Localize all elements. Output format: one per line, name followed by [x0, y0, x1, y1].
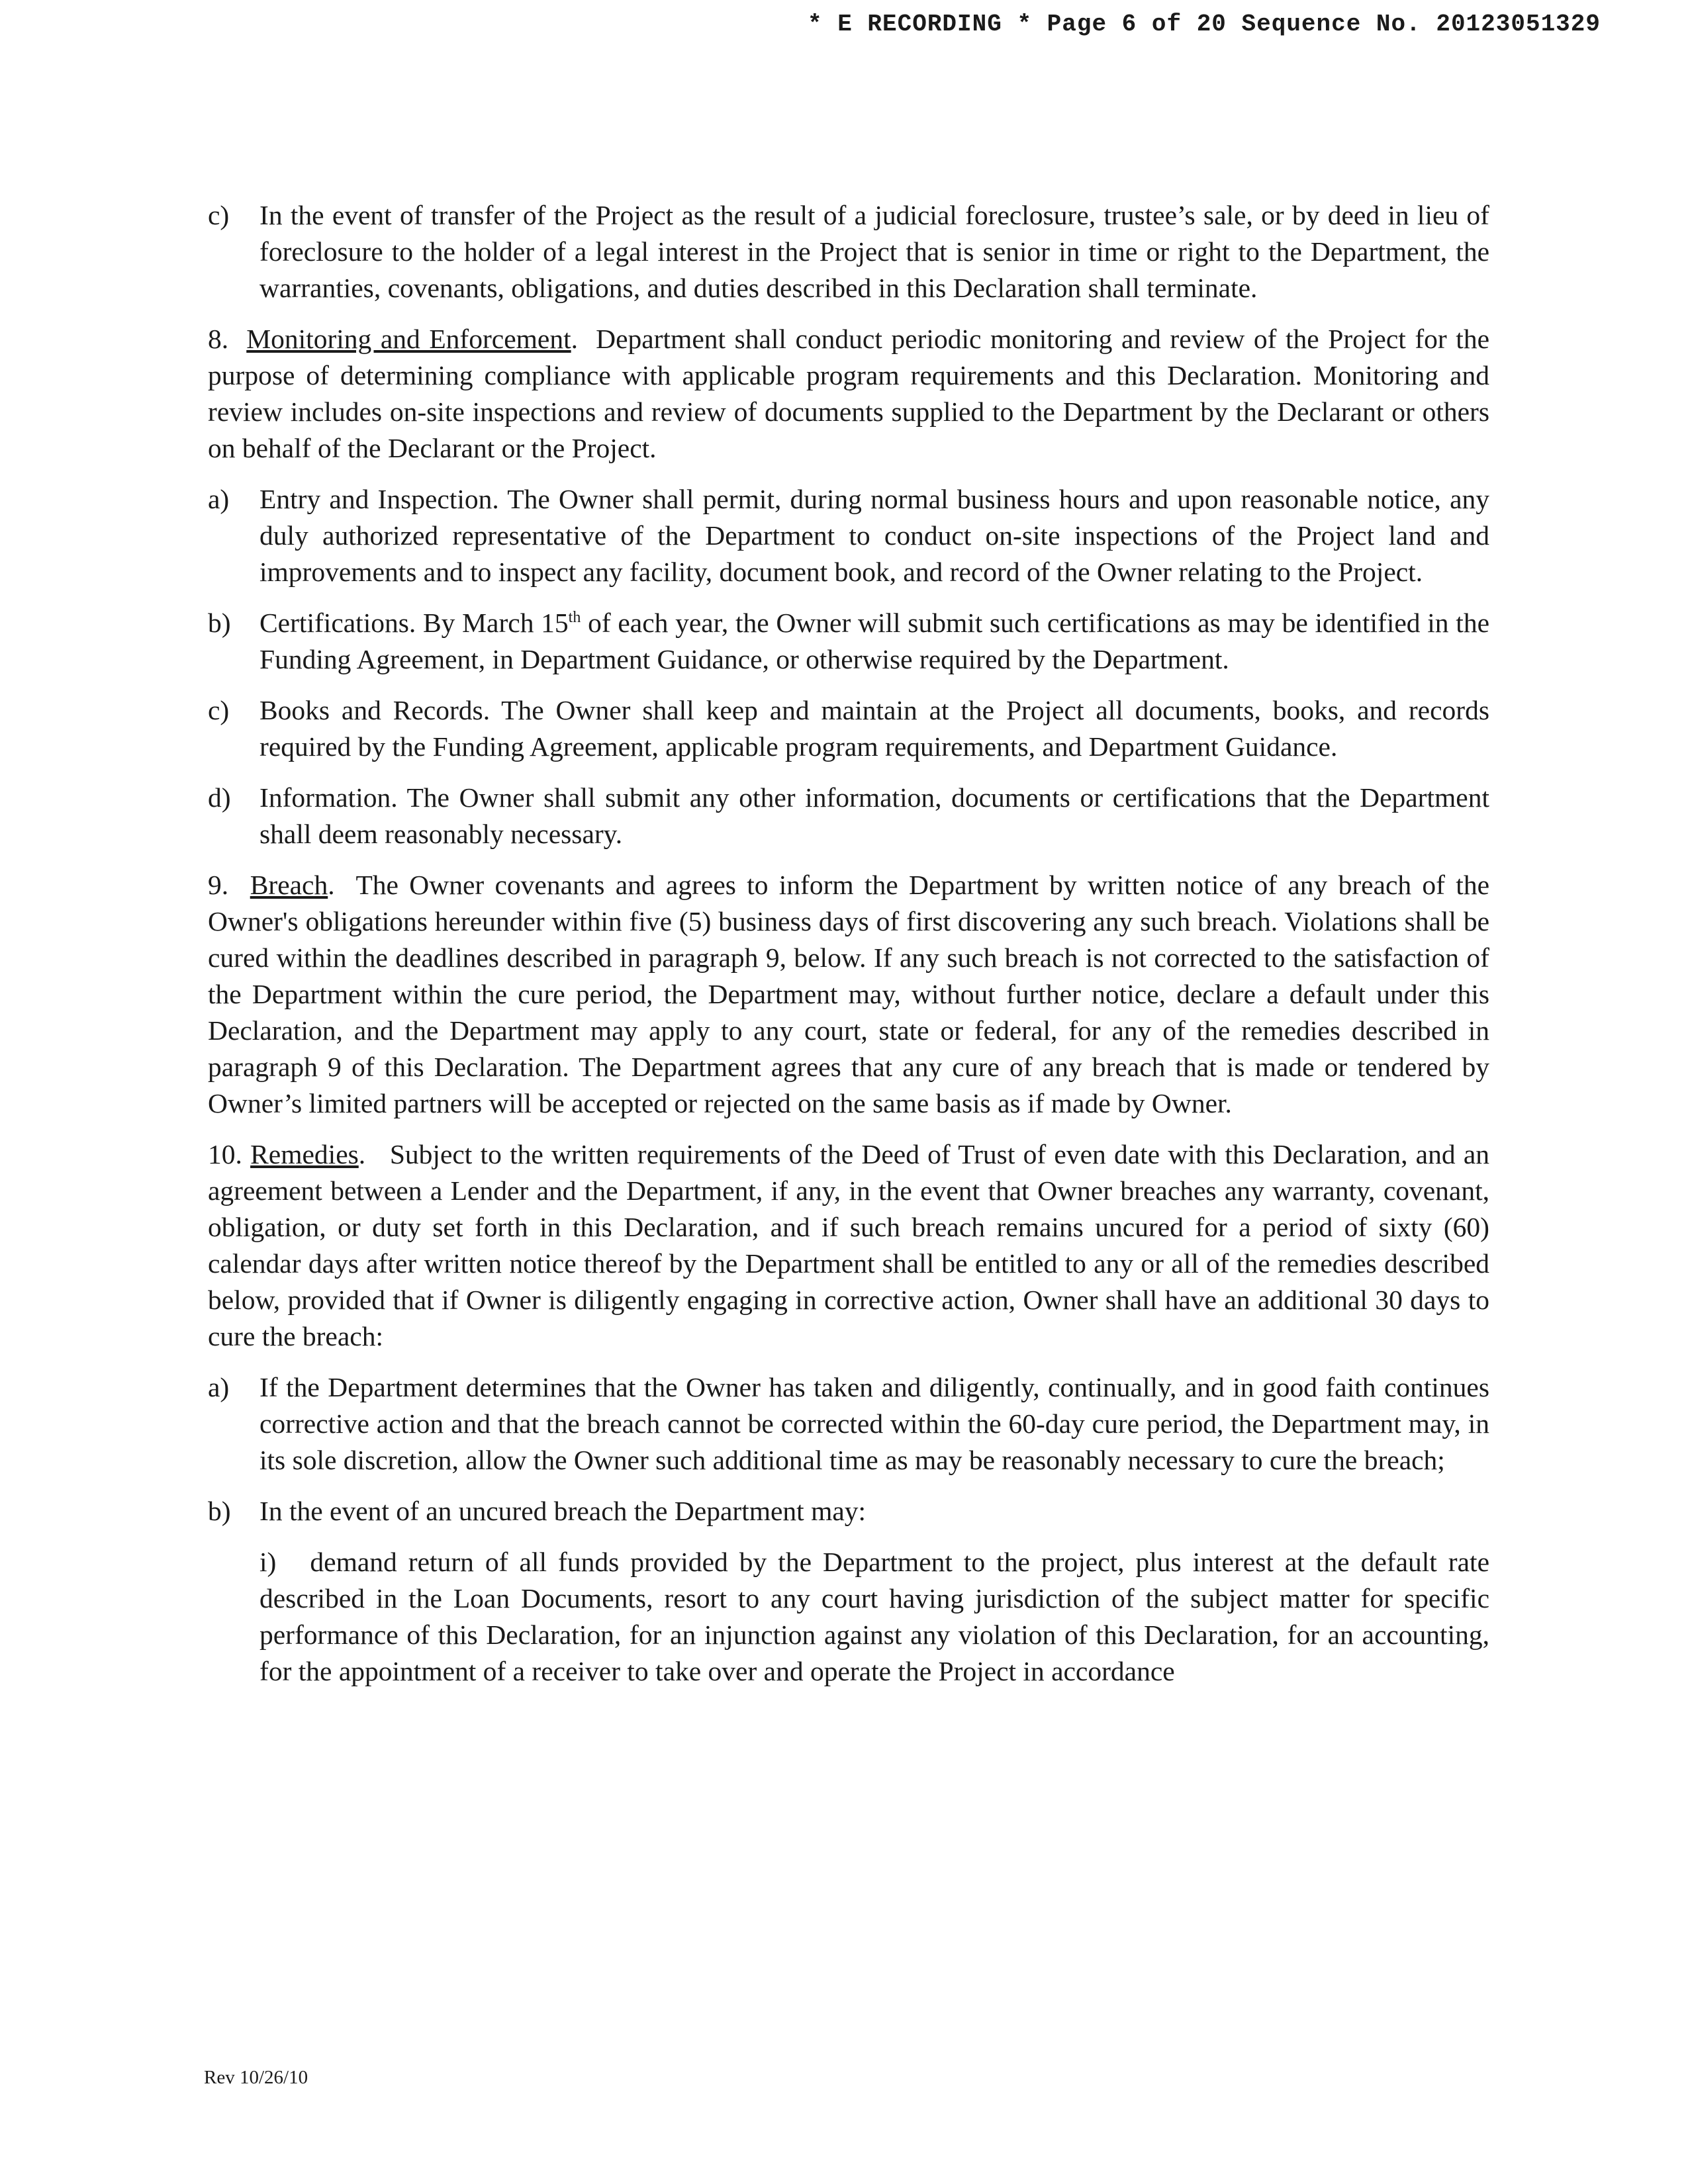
- clause-10b-i-demand: [259, 1544, 1489, 1690]
- clause-text: Entry and Inspection. The Owner shall permit, during normal business hours and upon reasonable notice, any duly authorized representative of the Department to conduct on-site inspections of the Project land and improvements and to inspect any facility, document book, and record of the Owner relating to the Project.: [259, 484, 1489, 587]
- clause-text: In the event of transfer of the Project as the result of a judicial foreclosure, trustee’s sale, or by deed in lieu of foreclosure to the holder of a legal interest in the Project that is senior in time or right to the Department, the warranties, covenants, obligations, and duties described in this Declaration shall terminate.: [259, 200, 1489, 303]
- clause-8d-information: [208, 780, 1489, 852]
- clause-text: Information. The Owner shall submit any other information, documents or certifications that the Department shall deem reasonably necessary.: [259, 782, 1489, 849]
- clause-text: Certifications. By March 15: [259, 608, 569, 638]
- section-10-remedies: 10. Remedies. Subject to the written requirements of the Deed of Trust of even date with this Declaration, and an agreement between a Lender and the Department, if any, in the event that Owner breaches any warranty, covenant, obligation, or duty set forth in this Declaration, and if such breach remains uncured for a period of sixty (60) calendar days after written notice thereof by the Department shall be entitled to any or all of the remedies described below, provided that if Owner is diligently engaging in corrective action, Owner shall have an additional 30 days to cure the breach:: [208, 1139, 1490, 1351]
- clause-c-foreclosure: [208, 197, 1489, 306]
- clause-label: a): [208, 484, 230, 514]
- section-number: 9.: [208, 870, 229, 900]
- superscript: th: [568, 609, 581, 627]
- clause-8a-entry: [208, 481, 1489, 590]
- clause-text: Books and Records. The Owner shall keep and maintain at the Project all documents, books, and records required by the Funding Agreement, applicable program requirements, and Department Guidance.: [259, 695, 1489, 762]
- subclause-text: demand return of all funds provided by the Department to the project, plus interest at the default rate described in the Loan Documents, resort to any court having jurisdiction of the subject matter for specific performance of this Declaration, for an injunction against any violation of this Declaration, for an accounting, for the appointment of a receiver to take over and operate the Project in accordance: [259, 1547, 1489, 1686]
- clause-label: a): [208, 1372, 230, 1402]
- clause-text: In the event of an uncured breach the Department may:: [259, 1496, 867, 1526]
- section-heading: Monitoring and Enforcement: [246, 324, 571, 354]
- section-text: The Owner covenants and agrees to inform the Department by written notice of any breach of the Owner's obligations hereunder within five (5) business days of first discovering any such breach. Violations shall be cured within the deadlines described in paragraph 9, below. If any such breach is not corrected to the satisfaction of the Department within the cure period, the Department may, without further notice, declare a default under this Declaration, and the Department may apply to any court, state or federal, for any of the remedies described in paragraph 9 of this Declaration. The Department agrees that any cure of any breach that is made or tendered by Owner’s limited partners will be accepted or rejected on the same basis as if made by Owner.: [208, 870, 1489, 1118]
- recording-stamp: * E RECORDING * Page 6 of 20 Sequence No. 20123051329: [808, 11, 1601, 38]
- clause-10b-uncured-breach: [208, 1493, 1489, 1529]
- section-text: Department shall conduct periodic monitoring and review of the Project for the purpose of determining compliance with applicable program requirements and this Declaration. Monitoring and review includes on-site inspections and review of documents supplied to the Department by the Declarant or others on behalf of the Declarant or the Project.: [208, 324, 1489, 463]
- clause-label: d): [208, 782, 231, 813]
- clause-label: c): [208, 200, 230, 230]
- subclause-label: i): [259, 1547, 277, 1577]
- clause-label: b): [208, 1496, 231, 1526]
- section-heading: Breach: [250, 870, 328, 900]
- section-number: 10.: [208, 1139, 242, 1169]
- section-9-breach: 9. Breach. The Owner covenants and agrees to inform the Department by written notice of any breach of the Owner's obligations hereunder within five (5) business days of first discovering any such breach. Violations shall be cured within the deadlines described in paragraph 9, below. If any such breach is not corrected to the satisfaction of the Department within the cure period, the Department may, without further notice, declare a default under this Declaration, and the Department may apply to any court, state or federal, for any of the remedies described in paragraph 9 of this Declaration. The Department agrees that any cure of any breach that is made or tendered by Owner’s limited partners will be accepted or rejected on the same basis as if made by Owner.: [208, 870, 1489, 1118]
- revision-footer: Rev 10/26/10: [204, 2067, 308, 2088]
- clause-label: c): [208, 695, 230, 725]
- section-text: Subject to the written requirements of the Deed of Trust of even date with this Declaration, and an agreement between a Lender and the Department, if any, in the event that Owner breaches any warranty, covenant, obligation, or duty set forth in this Declaration, and if such breach remains uncured for a period of sixty (60) calendar days after written notice thereof by the Department shall be entitled to any or all of the remedies described below, provided that if Owner is diligently engaging in corrective action, Owner shall have an additional 30 days to cure the breach:: [208, 1139, 1490, 1351]
- clause-label: b): [208, 608, 231, 638]
- clause-text: If the Department determines that the Owner has taken and diligently, continually, and in good faith continues corrective action and that the breach cannot be corrected within the 60-day cure period, the Department may, in its sole discretion, allow the Owner such additional time as may be reasonably necessary to cure the breach;: [259, 1372, 1489, 1475]
- document-body: [208, 197, 1489, 1690]
- clause-8b-certifications: [208, 605, 1489, 678]
- section-number: 8.: [208, 324, 229, 354]
- clause-8c-books: [208, 692, 1489, 765]
- section-8-monitoring: 8. Monitoring and Enforcement. Department shall conduct periodic monitoring and review of the Project for the purpose of determining compliance with applicable program requirements and this Declaration. Monitoring and review includes on-site inspections and review of documents supplied to the Department by the Declarant or others on behalf of the Declarant or the Project.: [208, 324, 1489, 463]
- section-heading: Remedies: [250, 1139, 359, 1169]
- clause-10a-additional-time: [208, 1369, 1489, 1479]
- clause-text-continued: of each year, the Owner will submit such certifications as may be identified in the Funding Agreement, in Department Guidance, or otherwise required by the Department.: [259, 608, 1489, 674]
